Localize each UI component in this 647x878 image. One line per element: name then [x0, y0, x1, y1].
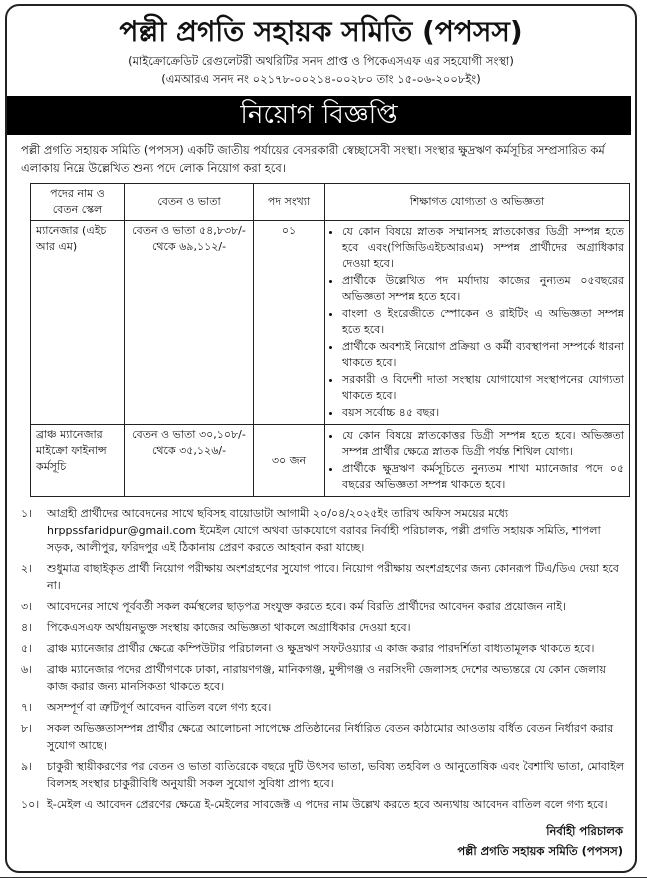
post-name: ব্রাঞ্চ ম্যানেজার মাইক্রো ফাইনান্স কর্মসূচি [31, 425, 125, 497]
condition-item [21, 699, 627, 716]
column-header: শিক্ষাগত যোগ্যতা ও অভিজ্ঞতা [325, 184, 630, 221]
requirement-item: • যে কোন বিষয়ে স্নাতকোত্তর ডিগ্রী সম্পন্ন হতে হবে। অভিজ্ঞতা সম্পন্ন প্রার্থীর ক্ষেত্রে স্নাতক ডিগ্রী পর্যন্ত শিথিল যোগ্য। [342, 428, 624, 460]
condition-item [21, 661, 627, 695]
condition-number: ১। [21, 507, 33, 520]
org-title: পল্লী প্রগতি সহায়ক সমিতি (পপসস) [119, 15, 523, 48]
notice-banner: নিয়োগ বিজ্ঞপ্তি [7, 96, 631, 135]
requirements [325, 221, 630, 425]
condition-text: আবেদনের সাথে পূর্ববর্তী সকল কর্মস্থলের ছাড়পত্র সংযুক্ত করতে হবে। কর্ম বিরতি প্রার্থীদের আবেদন করার প্রয়োজন নাই। [47, 600, 566, 613]
requirement-item: • বয়স সর্বোচ্চ ৪৫ বছর। [342, 405, 624, 421]
column-header: বেতন ও ভাতা [125, 184, 254, 221]
requirement-item: • প্রার্থীকে ক্ষুদ্রঋণ কর্মসূচিতে নুন্যতম শাখা ম্যানেজার পদে ০৫ বছরের অভিজ্ঞতা সম্পন্ন থাকতে হবে। [342, 461, 624, 493]
table-header-row [31, 184, 630, 221]
condition-item [21, 720, 627, 754]
condition-item [21, 758, 627, 792]
org-subtitle: (মাইক্রোক্রেডিট রেগুলেটরী অথরিটির সনদ প্রাপ্ত ও পিকেএসএফ এর সহযোগী সংস্থা) [128, 54, 514, 68]
requirement-item: • প্রার্থীকে উল্লেখিত পদ মর্যাদায় কাজের নুন্যতম ০৫বছরের অভিজ্ঞতা সম্পন্ন হতে হবে। [342, 273, 624, 305]
condition-number: ৫। [21, 642, 33, 655]
condition-text: শুধুমাত্র বাছাইকৃত প্রার্থী নিয়োগ পরীক্ষায় অংশগ্রহণের সুযোগ পাবে। নিয়োগ পরীক্ষায় অংশগ্রহণের জন্য কোনরূপ টিএ/ডিএ দেয়া হবে না। [47, 562, 619, 592]
condition-item [21, 640, 627, 657]
condition-text: ব্রাঞ্চ ম্যানেজার পদের প্রার্থীগণকে ঢাকা, নারায়ণগঞ্জ, মানিকগঞ্জ, মুন্সীগঞ্জ ও নরসিংদী জেলাসহ দেশের অভ্যন্তরে যে কোন জেলায় কাজ করার জন্য মানসিকতা থাকতে হবে। [47, 663, 606, 693]
condition-item [21, 796, 627, 813]
condition-text: চাকুরী স্থায়ীকরণের পর বেতন ও ভাতা ব্যতিরেকে বছরে দুটি উৎসব ভাতা, ভবিষ্য তহবিল ও আনুতোষিক এবং বৈশাখি ভাতা, মোবাইল বিলসহ সংস্থার চাকুরীবিধি অনুযায়ী সকল সুযোগ সুবিধা প্রাপ্য হবে। [47, 760, 625, 790]
signatory-role: নির্বাহী পরিচালক [546, 824, 623, 838]
condition-number: ৭। [21, 701, 33, 714]
condition-number: ৩। [21, 600, 33, 613]
requirement-item: • প্রার্থীকে অবশ্যই নিয়োগ প্রক্রিয়া ও কর্মী ব্যবস্থাপনা সম্পর্কে ধারনা থাকতে হবে। [342, 339, 624, 371]
condition-text: ব্রাঞ্চ ম্যানেজার প্রার্থীর ক্ষেত্রে কম্পিউটার পরিচালনা ও ক্ষুদ্রঋণ সফটওয়্যার এ কাজ করার পারদর্শিতা বাধ্যতামূলক থাকতে হবে। [47, 642, 595, 655]
condition-item [21, 505, 627, 556]
condition-text: অসম্পূর্ণ বা ত্রুটিপূর্ণ আবেদন বাতিল বলে গণ্য হবে। [47, 701, 272, 714]
condition-text: সকল অভিজ্ঞতাসম্পন্ন প্রার্থীর ক্ষেত্রে আলোচনা সাপেক্ষে প্রতিষ্ঠানের নির্ধারিত বেতন কাঠামোর আওতায় বর্ধিত বেতন নির্ধারণ করার সুযোগ আছে। [47, 722, 614, 752]
registration-number: (এমআরএ সনদ নং ০২১৭৮-০০২১৪-০০২৮০ তাং ১৫-০৬-২০০৮ইং) [161, 72, 481, 86]
condition-text: আগ্রহী প্রার্থীদের আবেদনের সাথে ছবিসহ বায়োডাটা আগামী ২০/০৪/২০২৫ইং তারিখ অফিস সময়ের মধ্যে hrppssfaridpur@gmail.com ইমেইল যোগে অথবা ডাকযোগে বরাবর নির্বাহী পরিচালক, পল্লী প্রগতি সহায়ক সমিতি, শাপলা সড়ক, আলীপুর, ফরিদপুর এই ঠিকানায় প্রেরণ করতে আহবান করা যাচ্ছে। [47, 507, 601, 554]
post-count: ০১ [254, 221, 325, 425]
condition-number: ১০। [21, 798, 40, 811]
condition-item [21, 619, 627, 636]
condition-number: ২। [21, 562, 33, 575]
salary: বেতন ও ভাতা ৫৪,৮৩৮/- থেকে ৬৯,১১২/- [125, 221, 254, 425]
requirement-item: • বাংলা ও ইংরেজীতে স্পোকেন ও রাইটিং এ অভিজ্ঞতা সম্পন্ন হতে হবে। [342, 306, 624, 338]
notice-frame [5, 4, 637, 873]
signatory-org: পল্লী প্রগতি সহায়ক সমিতি (পপসস) [457, 844, 623, 858]
requirement-item: • সরকারী ও বিদেশী দাতা সংস্থায় যোগাযোগ সংস্থাপনের যোগ্যতা থাকতে হবে। [342, 372, 624, 404]
table-row [31, 425, 630, 497]
vacancy-table [30, 183, 630, 497]
condition-item [21, 598, 627, 615]
column-header: পদ সংখ্যা [254, 184, 325, 221]
condition-number: ৬। [21, 663, 33, 676]
condition-text: পিকেএসএফ অর্থায়নভুক্ত সংস্থায় কাজের অভিজ্ঞতা থাকলে অগ্রাধিকার দেওয়া হবে। [47, 621, 411, 634]
condition-item [21, 560, 627, 594]
requirements [325, 425, 630, 497]
salary: বেতন ও ভাতা ৩০,১০৮/- থেকে ৩৫,১২৬/- [125, 425, 254, 497]
condition-text: ই-মেইল এ আবেদন প্রেরণের ক্ষেত্রে ই-মেইলের সাবজেক্ট এ পদের নাম উল্লেখ করতে হবে অন্যথায় আবেদন বাতিল বলে গণ্য হবে। [47, 798, 608, 811]
condition-number: ৯। [21, 760, 33, 773]
condition-number: ৮। [21, 722, 33, 735]
requirement-item: • যে কোন বিষয়ে স্নাতক সম্মানসহ স্নাতকোত্তর ডিগ্রী সম্পন্ন হতে হবে এবং(পিজিডিএইচআরএম) সম্পন্ন প্রার্থীদের অগ্রাধিকার দেওয়া হবে। [342, 224, 624, 272]
table-row [31, 221, 630, 425]
column-header: পদের নাম ও বেতন স্কেল [31, 184, 125, 221]
post-count: ৩০ জন [254, 425, 325, 497]
post-name: ম্যানেজার (এইচ আর এম) [31, 221, 125, 425]
conditions-list [21, 505, 627, 813]
condition-number: ৪। [21, 621, 33, 634]
intro-text: পল্লী প্রগতি সহায়ক সমিতি (পপসস) একটি জাতীয় পর্যায়ের বেসরকারী স্বেচ্ছাসেবী সংস্থা। সংস্থার ক্ষুদ্রঋণ কর্মসূচির সম্প্রসারিত কর্ম এলাকায় নিম্নে উল্লেখিত শুন্য পদে লোক নিয়োগ করা হবে। [21, 143, 605, 175]
